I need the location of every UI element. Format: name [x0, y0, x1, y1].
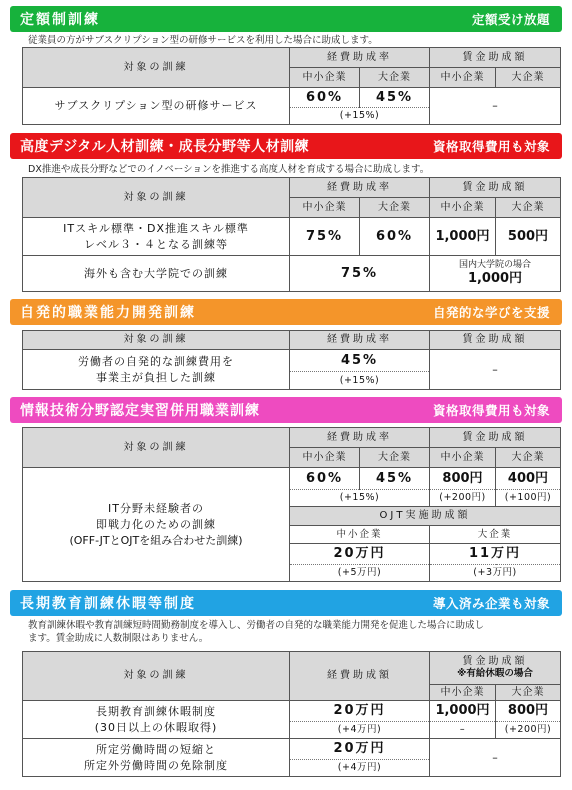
header-large: 大企業: [360, 68, 430, 88]
wage-large-extra: (+100円): [496, 490, 561, 507]
cost-rate: 75%: [290, 256, 430, 292]
header-target: 対象の訓練: [23, 48, 290, 88]
header-large: 大企業: [496, 68, 561, 88]
row-label: [23, 468, 290, 582]
section-title: 高度デジタル人材訓練・成長分野等人材訓練: [20, 139, 310, 155]
cost-large: 60%: [360, 218, 430, 256]
header-wage: [430, 652, 561, 685]
header-wage: 賃金助成額: [430, 178, 561, 198]
cost-extra: (+4万円): [290, 760, 430, 777]
description-line: ます。賃金助成に人数制限はありません。: [28, 633, 209, 644]
wage-sme-extra: (+200円): [430, 490, 496, 507]
cost-sme: 60%: [290, 88, 360, 108]
header-sme: 中小企業: [290, 68, 360, 88]
header-wage-note: ※有給休暇の場合: [457, 668, 533, 680]
wage-sme: 1,000円: [430, 218, 496, 256]
header-wage: 賃金助成額: [430, 331, 561, 350]
row-label: [23, 218, 290, 256]
row-label-line: 長期教育訓練休暇制度: [96, 704, 216, 718]
cost-large: 45%: [360, 88, 430, 108]
header-cost-rate: 経費助成率: [290, 331, 430, 350]
header-cost-rate: 経費助成率: [290, 178, 430, 198]
cost-amount: 20万円: [290, 701, 430, 722]
section-title: 情報技術分野認定実習併用職業訓練: [20, 403, 260, 419]
row-label-line: (30日以上の休暇取得): [94, 720, 218, 734]
header-sme: 中小企業: [430, 448, 496, 468]
section-banner-voluntary: [10, 299, 562, 325]
section-title: 自発的職業能力開発訓練: [20, 305, 196, 321]
header-large: 大企業: [360, 198, 430, 218]
wage-cell: [430, 256, 561, 292]
row-label: [23, 701, 290, 739]
header-sme: 中小企業: [290, 198, 360, 218]
header-target: 対象の訓練: [23, 652, 290, 701]
cost-extra: (+4万円): [290, 722, 430, 739]
section-banner-fixed-rate: [10, 6, 562, 32]
wage-large: 500円: [496, 218, 561, 256]
wage-sme: 1,000円: [430, 701, 496, 722]
table-digital: [22, 177, 561, 292]
table-it-training: [22, 427, 561, 582]
table-fixed-rate: [22, 47, 561, 125]
row-label-line: 労働者の自発的な訓練費用を: [78, 354, 234, 368]
section-banner-long-leave: [10, 590, 562, 616]
row-label: [23, 739, 290, 777]
table-long-leave: [22, 651, 561, 777]
row-label-line: (OFF-JTとOJTを組み合わせた訓練): [69, 533, 243, 547]
wage-value: –: [430, 739, 561, 777]
cost-extra: (+15%): [290, 490, 430, 507]
header-wage: 賃金助成額: [430, 48, 561, 68]
row-label-line: 所定労働時間の短縮と: [96, 742, 216, 756]
cost-sme: 75%: [290, 218, 360, 256]
header-wage: 賃金助成額: [430, 428, 561, 448]
ojt-sme-header: 中小企業: [290, 526, 430, 544]
section-banner-it-training: [10, 397, 562, 423]
cost-large: 45%: [360, 468, 430, 490]
cost-extra: (+15%): [290, 108, 430, 125]
cost-amount: 20万円: [290, 739, 430, 760]
header-target: 対象の訓練: [23, 331, 290, 350]
wage-value: –: [430, 350, 561, 390]
row-label-line: 即戦力化のための訓練: [96, 517, 216, 531]
section-title: 定額制訓練: [20, 12, 100, 28]
section-banner-digital: [10, 133, 562, 159]
section-badge: 定額受け放題: [471, 12, 550, 27]
ojt-large-extra: (+3万円): [430, 565, 561, 582]
cost-rate: 45%: [290, 350, 430, 372]
wage-value: –: [430, 88, 561, 125]
header-large: 大企業: [360, 448, 430, 468]
section-badge: 導入済み企業も対象: [432, 596, 550, 611]
row-label-line: IT分野未経験者の: [108, 501, 204, 515]
header-cost-amount: 経費助成額: [290, 652, 430, 701]
row-label: [23, 350, 290, 390]
header-target: 対象の訓練: [23, 428, 290, 468]
header-sme: 中小企業: [430, 685, 496, 701]
section-badge: 自発的な学びを支援: [432, 305, 550, 320]
ojt-sme-extra: (+5万円): [290, 565, 430, 582]
section-description: 従業員の方がサブスクリプション型の研修サービスを利用した場合に助成します。: [28, 35, 378, 46]
wage-value: 1,000円: [467, 271, 523, 287]
ojt-sme: 20万円: [290, 544, 430, 565]
wage-sme: 800円: [430, 468, 496, 490]
section-badge: 資格取得費用も対象: [432, 403, 550, 418]
row-label: サブスクリプション型の研修サービス: [23, 88, 290, 125]
wage-large: 800円: [496, 701, 561, 722]
header-large: 大企業: [496, 198, 561, 218]
header-cost-rate: 経費助成率: [290, 48, 430, 68]
table-voluntary: [22, 330, 561, 390]
wage-large: 400円: [496, 468, 561, 490]
row-label: 海外も含む大学院での訓練: [23, 256, 290, 292]
wage-note: 国内大学院の場合: [458, 260, 531, 271]
section-description: [28, 619, 484, 645]
section-description: DX推進や成長分野などでのイノベーションを推進する高度人材を育成する場合に助成します。: [28, 164, 430, 175]
cost-extra: (+15%): [290, 372, 430, 390]
header-sme: 中小企業: [290, 448, 360, 468]
header-large: 大企業: [496, 685, 561, 701]
header-ojt: OJT実施助成額: [290, 507, 561, 526]
row-label-line: 所定外労働時間の免除制度: [84, 758, 228, 772]
ojt-large-header: 大企業: [430, 526, 561, 544]
section-badge: 資格取得費用も対象: [432, 139, 550, 154]
row-label-line: 事業主が負担した訓練: [96, 370, 216, 384]
header-large: 大企業: [496, 448, 561, 468]
description-line: 教育訓練休暇や教育訓練短時間勤務制度を導入し、労働者の自発的な職業能力開発を促進した場合に助成し: [28, 620, 485, 631]
ojt-large: 11万円: [430, 544, 561, 565]
row-label-line: レベル３・４となる訓練等: [84, 237, 228, 251]
wage-sme-extra: –: [430, 722, 496, 739]
header-wage-title: 賃金助成額: [462, 656, 528, 668]
header-sme: 中小企業: [430, 198, 496, 218]
header-cost-rate: 経費助成率: [290, 428, 430, 448]
cost-sme: 60%: [290, 468, 360, 490]
header-target: 対象の訓練: [23, 178, 290, 218]
section-title: 長期教育訓練休暇等制度: [20, 596, 196, 612]
wage-large-extra: (+200円): [496, 722, 561, 739]
header-sme: 中小企業: [430, 68, 496, 88]
row-label-line: ITスキル標準・DX推進スキル標準: [63, 221, 249, 235]
